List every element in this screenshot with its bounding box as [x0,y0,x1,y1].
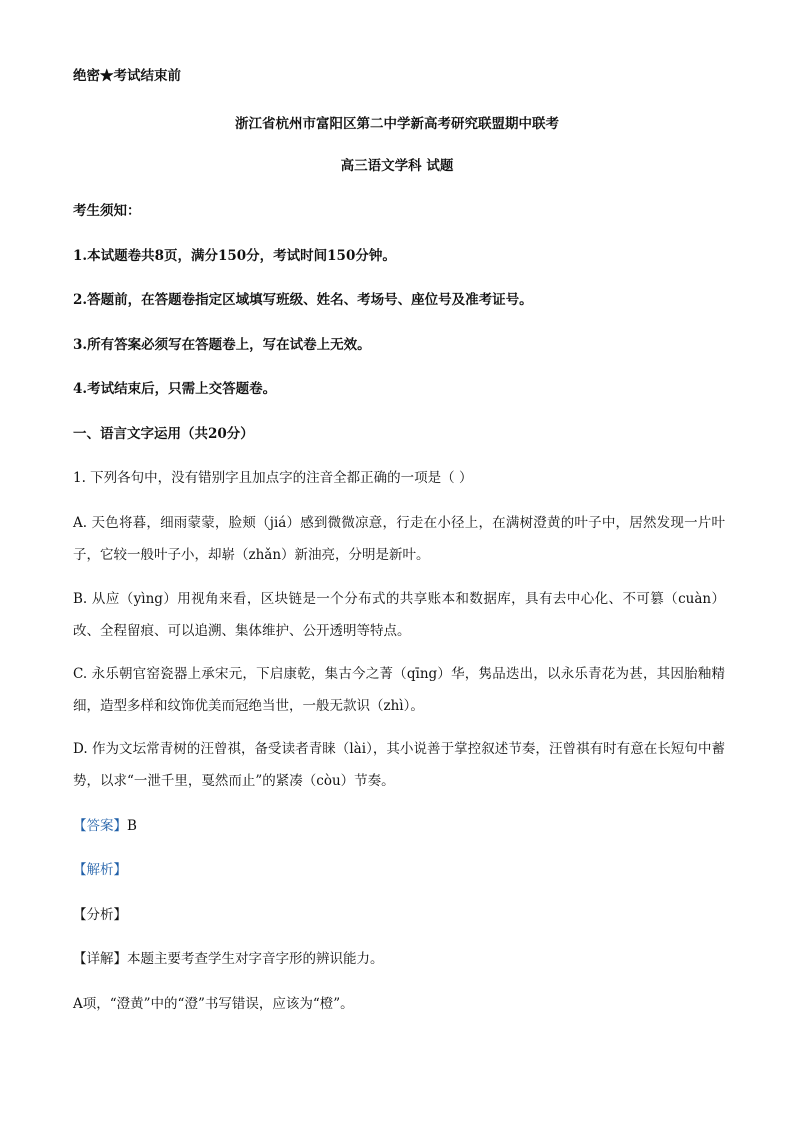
notice-item-1: 1.本试题卷共8页，满分150分，考试时间150分钟。 [73,248,396,264]
analysis-label: 【解析】 [73,862,127,878]
answer-line [73,816,725,836]
option-c: C. 永乐朝官窑瓷器上承宋元，下启康乾，集古今之菁（qīng）华，隽品迭出，以永乐青花为甚，其因胎釉精细，造型多样和纹饰优美而冠绝当世，一般无款识（zhì）。 [73,666,725,714]
option-a: A. 天色将暮，细雨蒙蒙，脸颊（jiá）感到微微凉意，行走在小径上，在满树澄黄的叶子中，居然发现一片叶子，它较一般叶子小，却崭（zhǎn）新油亮，分明是新叶。 [73,515,725,563]
notice-item-3: 3.所有答案必须写在答题卷上，写在试卷上无效。 [73,337,371,353]
item-a-explanation: A项，“澄黄”中的“澄”书写错误，应该为“橙”。 [73,996,354,1012]
answer-label: 【答案】 [73,818,127,834]
notice-item-4: 4.考试结束后，只需上交答题卷。 [73,381,277,397]
option-d: D. 作为文坛常青树的汪曾祺，备受读者青睐（lài），其小说善于掌控叙述节奏，汪曾祺有时有意在长短句中蓄势，以求“一泄千里，戛然而止”的紧凑（còu）节奏。 [73,741,725,789]
exam-title: 浙江省杭州市富阳区第二中学新高考研究联盟期中联考 [235,116,559,132]
detail-text: 本题主要考查学生对字音字形的辨识能力。 [127,951,384,967]
notice-heading: 考生须知： [73,203,141,219]
notice-item-2: 2.答题前，在答题卷指定区域填写班级、姓名、考场号、座位号及准考证号。 [73,292,533,308]
secret-mark: 绝密★考试结束前 [73,68,181,84]
option-b: B. 从应（yìng）用视角来看，区块链是一个分布式的共享账本和数据库，具有去中心化、不可篡（cuàn）改、全程留痕、可以追溯、集体维护、公开透明等特点。 [73,591,725,639]
detail-label: 【详解】 [73,951,127,967]
question-stem: 1. 下列各句中，没有错别字且加点字的注音全都正确的一项是（ ） [73,470,473,486]
answer-value: B [127,818,137,834]
fenxi-label: 【分析】 [73,907,127,923]
exam-subtitle: 高三语文学科 试题 [340,158,454,174]
detail-line [73,949,725,969]
section-heading: 一、语言文字运用（共20分） [73,426,254,442]
